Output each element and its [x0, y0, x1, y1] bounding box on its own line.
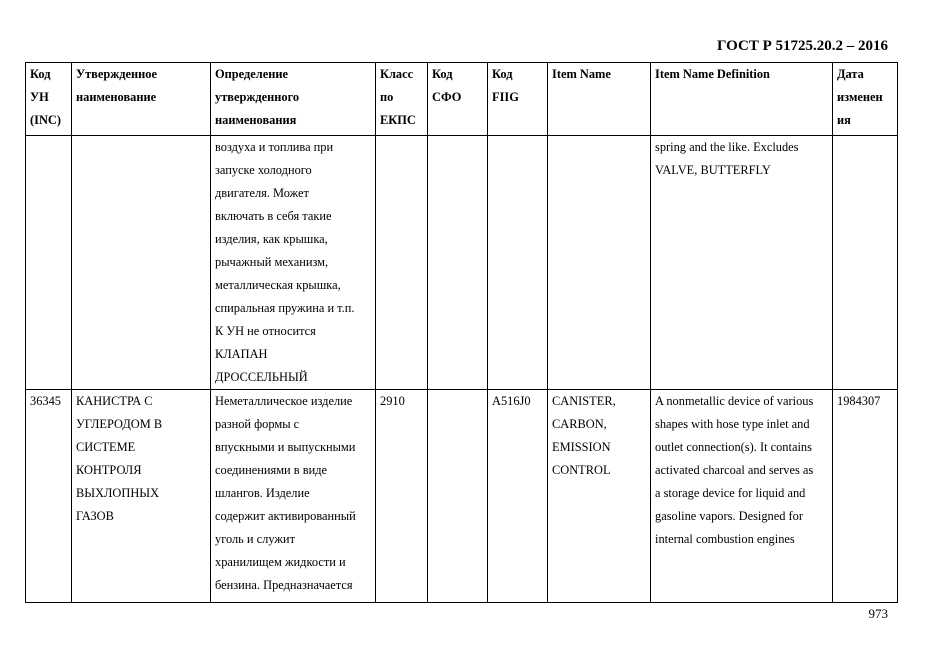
cell-text-line: ВЫХЛОПНЫХ [76, 486, 160, 500]
cell-text-line: К УН не относится [215, 324, 316, 338]
cell-fiig-code [488, 136, 548, 390]
cell-text-line: (INC) [30, 113, 61, 127]
cell-text-line: наименование [76, 90, 157, 104]
cell-text-line: ДРОССЕЛЬНЫЙ [215, 370, 308, 384]
cell-item-name [548, 136, 651, 390]
cell-inc [26, 136, 72, 390]
cell-text-line: наименования [215, 113, 297, 127]
cell-item-name-definition [651, 136, 833, 390]
cell-fiig-code [488, 390, 548, 603]
cell-text-line: УГЛЕРОДОМ В [76, 417, 163, 431]
cell-text-line: СИСТЕМЕ [76, 440, 136, 454]
cell-text-line: Определение [215, 67, 289, 81]
cell-text-line: gasoline vapors. Designed for [655, 509, 803, 523]
table-row [26, 136, 898, 390]
cell-text-line: изделия, как крышка, [215, 232, 328, 246]
cell-text-line: internal combustion engines [655, 532, 795, 546]
cell-text-line: УН [30, 90, 49, 104]
col-header-sfo-code [428, 63, 488, 136]
cell-definition [211, 136, 376, 390]
cell-text-line: КОНТРОЛЯ [76, 463, 142, 477]
cell-class [376, 390, 428, 603]
cell-text-line: рычажный механизм, [215, 255, 329, 269]
cell-text-line: shapes with hose type inlet and [655, 417, 810, 431]
col-header-definition [211, 63, 376, 136]
cell-item-name [548, 390, 651, 603]
cell-text-line: Класс [380, 67, 414, 81]
cell-text-line: КАНИСТРА С [76, 394, 153, 408]
cell-text-line: activated charcoal and serves as [655, 463, 814, 477]
cell-text-line: CARBON, [552, 417, 607, 431]
cell-item-name-definition [651, 390, 833, 603]
classification-table [25, 62, 898, 603]
cell-text-line: 36345 [30, 394, 61, 408]
cell-text-line: A516J0 [492, 394, 531, 408]
cell-text-line: a storage device for liquid and [655, 486, 806, 500]
cell-text-line: хранилищем жидкости и [215, 555, 346, 569]
cell-text-line: шлангов. Изделие [215, 486, 310, 500]
cell-text-line: изменен [837, 90, 883, 104]
cell-approved-name [72, 136, 211, 390]
cell-text-line: разной формы с [215, 417, 300, 431]
cell-text-line: соединениями в виде [215, 463, 328, 477]
cell-text-line: CONTROL [552, 463, 611, 477]
cell-change-date [833, 390, 898, 603]
cell-text-line: spring and the like. Excludes [655, 140, 799, 154]
cell-text-line: ия [837, 113, 851, 127]
cell-approved-name [72, 390, 211, 603]
cell-text-line: двигателя. Может [215, 186, 309, 200]
cell-text-line: VALVE, BUTTERFLY [655, 163, 771, 177]
cell-change-date [833, 136, 898, 390]
cell-sfo-code [428, 136, 488, 390]
cell-text-line: Утвержденное [76, 67, 157, 81]
cell-text-line: CANISTER, [552, 394, 616, 408]
cell-text-line: 2910 [380, 394, 405, 408]
col-header-fiig-code [488, 63, 548, 136]
col-header-item-name [548, 63, 651, 136]
cell-text-line: 1984307 [837, 394, 881, 408]
cell-text-line: СФО [432, 90, 462, 104]
cell-text-line: воздуха и топлива при [215, 140, 334, 154]
cell-text-line: содержит активированный [215, 509, 356, 523]
cell-class [376, 136, 428, 390]
cell-text-line: КЛАПАН [215, 347, 268, 361]
document-standard-number: ГОСТ Р 51725.20.2 – 2016 [716, 38, 888, 54]
col-header-item-name-definition [651, 63, 833, 136]
cell-text-line: ГАЗОВ [76, 509, 114, 523]
cell-text-line: Item Name Definition [655, 67, 770, 81]
cell-text-line: EMISSION [552, 440, 611, 454]
col-header-approved-name [72, 63, 211, 136]
cell-text-line: уголь и служит [215, 532, 295, 546]
col-header-change-date [833, 63, 898, 136]
cell-text-line: включать в себя такие [215, 209, 332, 223]
col-header-class [376, 63, 428, 136]
cell-text-line: A nonmetallic device of various [655, 394, 814, 408]
cell-text-line: outlet connection(s). It contains [655, 440, 812, 454]
cell-text-line: Код [432, 67, 453, 81]
cell-text-line: Код [30, 67, 51, 81]
cell-text-line: запуске холодного [215, 163, 312, 177]
cell-sfo-code [428, 390, 488, 603]
col-header-inc [26, 63, 72, 136]
cell-text-line: спиральная пружина и т.п. [215, 301, 355, 315]
cell-text-line: ЕКПС [380, 113, 416, 127]
table-row [26, 390, 898, 603]
cell-text-line: по [380, 90, 394, 104]
cell-text-line: FIIG [492, 90, 519, 104]
cell-text-line: утвержденного [215, 90, 300, 104]
cell-text-line: металлическая крышка, [215, 278, 341, 292]
cell-inc [26, 390, 72, 603]
cell-definition [211, 390, 376, 603]
cell-text-line: Дата [837, 67, 864, 81]
cell-text-line: Item Name [552, 67, 611, 81]
cell-text-line: бензина. Предназначается [215, 578, 353, 592]
page-number: 973 [868, 606, 888, 621]
table-header-row [26, 63, 898, 136]
cell-text-line: впускными и выпускными [215, 440, 356, 454]
cell-text-line: Код [492, 67, 513, 81]
cell-text-line: Неметаллическое изделие [215, 394, 353, 408]
